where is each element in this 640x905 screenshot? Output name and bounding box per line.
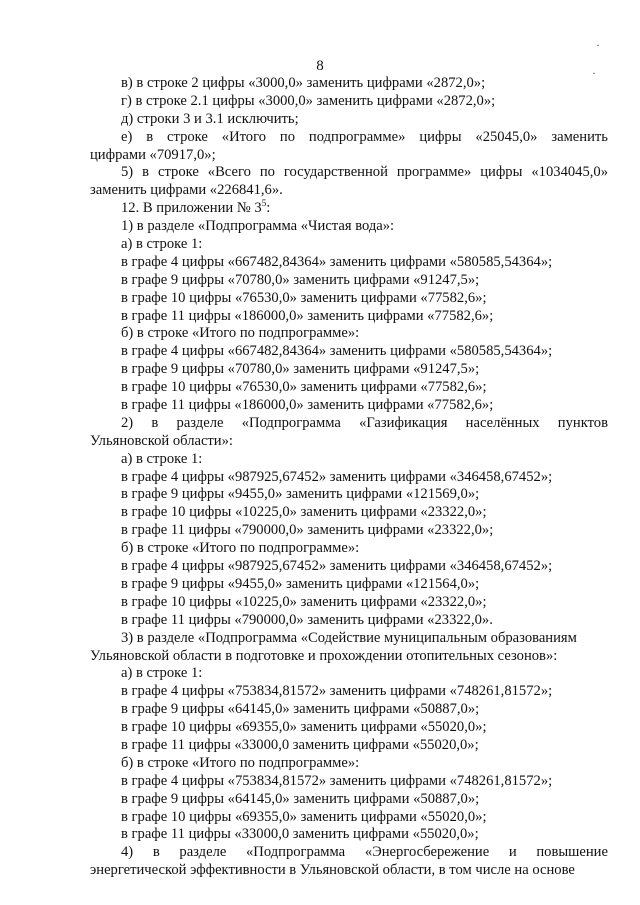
word: разделе [176,414,224,431]
text-line: Ульяновской области»: [90,432,233,449]
word: в [152,844,160,861]
word: 5) [121,164,134,181]
word: заменить [551,128,608,145]
word: повышение [536,844,608,861]
line-text-suffix: : [266,200,271,217]
text-line: энергетической эффективности в Ульяновской области, в том числе на основе [90,862,575,879]
text-line: в графе 9 цифры «9455,0» заменить цифрами «121564,0»; [121,575,480,592]
superscript: 5 [261,198,267,209]
text-line: в графе 11 цифры «33000,0 заменить цифрами «55020,0»; [121,736,479,753]
word: цифры [480,164,523,181]
text-line: в графе 10 цифры «69355,0» заменить цифрами «55020,0»; [121,719,487,736]
word: по [259,164,275,181]
document-body [90,75,608,880]
text-line: в графе 4 цифры «753834,81572» заменить цифрами «748261,81572»; [121,772,553,789]
line-text: 12. В приложении № 3 [121,200,262,217]
text-line: в графе 4 цифры «667482,84364» заменить цифрами «580585,54364»; [121,253,553,270]
text-line: а) в строке 1: [121,236,203,253]
word: «Итого [221,128,267,145]
word: в [146,128,154,145]
text-line: в графе 11 цифры «790000,0» заменить цифрами «23322,0»; [121,522,494,539]
text-line: в графе 9 цифры «70780,0» заменить цифрами «91247,5»; [121,361,480,378]
text-line [90,129,608,147]
text-line: в графе 9 цифры «70780,0» заменить цифрами «91247,5»; [121,271,480,288]
text-line: в графе 10 цифры «76530,0» заменить цифрами «77582,6»; [121,289,487,306]
text-line: 1) в разделе «Подпрограмма «Чистая вода»: [121,218,395,235]
word: строке [167,128,208,145]
text-line: в графе 10 цифры «10225,0» заменить цифрами «23322,0»; [121,593,487,610]
text-line: в графе 4 цифры «753834,81572» заменить цифрами «748261,81572»; [121,683,553,700]
page-number: 8 [316,58,324,74]
text-line [90,415,608,433]
word: строке [157,164,199,181]
text-line [90,164,608,182]
word: в [151,414,159,431]
word: пунктов [557,414,608,431]
text-line [90,844,608,862]
text-line: в графе 9 цифры «64145,0» заменить цифрами «50887,0»; [121,701,480,718]
text-line: в) в строке 2 цифры «3000,0» заменить цифрами «2872,0»; [121,75,486,91]
word: населённых [465,414,540,431]
text-line: в графе 11 цифры «33000,0 заменить цифрами «55020,0»; [121,826,479,843]
text-line: заменить цифрами «226841,6». [90,182,283,199]
text-line: в графе 11 цифры «186000,0» заменить цифрами «77582,6»; [121,307,494,324]
text-line: в графе 11 цифры «186000,0» заменить цифрами «77582,6»; [121,397,494,414]
text-line: в графе 4 цифры «667482,84364» заменить цифрами «580585,54364»; [121,343,553,360]
word: е) [121,128,133,145]
word: программе» [396,164,472,181]
text-line: в графе 10 цифры «69355,0» заменить цифрами «55020,0»; [121,808,487,825]
text-line: д) строки 3 и 3.1 исключить; [121,110,299,127]
scan-speck: · [592,66,596,80]
word: государственной [283,164,388,181]
text-line: б) в строке «Итого по подпрограмме»: [121,754,360,771]
word: «1034045,0» [531,164,608,181]
text-line: б) в строке «Итого по подпрограмме»: [121,540,360,557]
text-line: в графе 9 цифры «64145,0» заменить цифрами «50887,0»; [121,790,480,807]
text-line: г) в строке 2.1 цифры «3000,0» заменить цифрами «2872,0»; [121,92,496,109]
text-line: Ульяновской области в подготовке и прохождении отопительных сезонов»: [90,647,558,664]
word: цифры [419,128,462,145]
word: подпрограмме» [308,128,406,145]
text-line: в графе 4 цифры «987925,67452» заменить цифрами «346458,67452»; [121,468,553,485]
scan-speck: · [596,38,600,52]
text-line: а) в строке 1: [121,450,203,467]
text-line: а) в строке 1: [121,665,203,682]
word: и [508,844,517,861]
text-line: б) в строке «Итого по подпрограмме»: [121,325,360,342]
word: по [279,128,296,145]
text-line: 3) в разделе «Подпрограмма «Содействие муниципальным образованиям [121,629,577,646]
word: «Газификация [359,414,448,431]
text-line: в графе 4 цифры «987925,67452» заменить цифрами «346458,67452»; [121,558,553,575]
text-line [90,200,608,218]
word: в [142,164,150,181]
text-line: в графе 11 цифры «790000,0» заменить цифрами «23322,0». [121,611,493,628]
word: «Энергосбережение [364,844,490,861]
text-line: цифрами «70917,0»; [90,146,216,163]
text-line: в графе 10 цифры «76530,0» заменить цифрами «77582,6»; [121,379,487,396]
word: «25045,0» [475,128,538,145]
text-line: в графе 9 цифры «9455,0» заменить цифрами «121569,0»; [121,486,480,503]
word: «Подпрограмма [241,414,341,431]
word: «Всего [207,164,251,181]
word: 4) [121,844,134,861]
word: 2) [121,414,134,431]
text-line: в графе 10 цифры «10225,0» заменить цифрами «23322,0»; [121,504,487,521]
word: разделе [179,844,227,861]
word: «Подпрограмма [246,844,346,861]
